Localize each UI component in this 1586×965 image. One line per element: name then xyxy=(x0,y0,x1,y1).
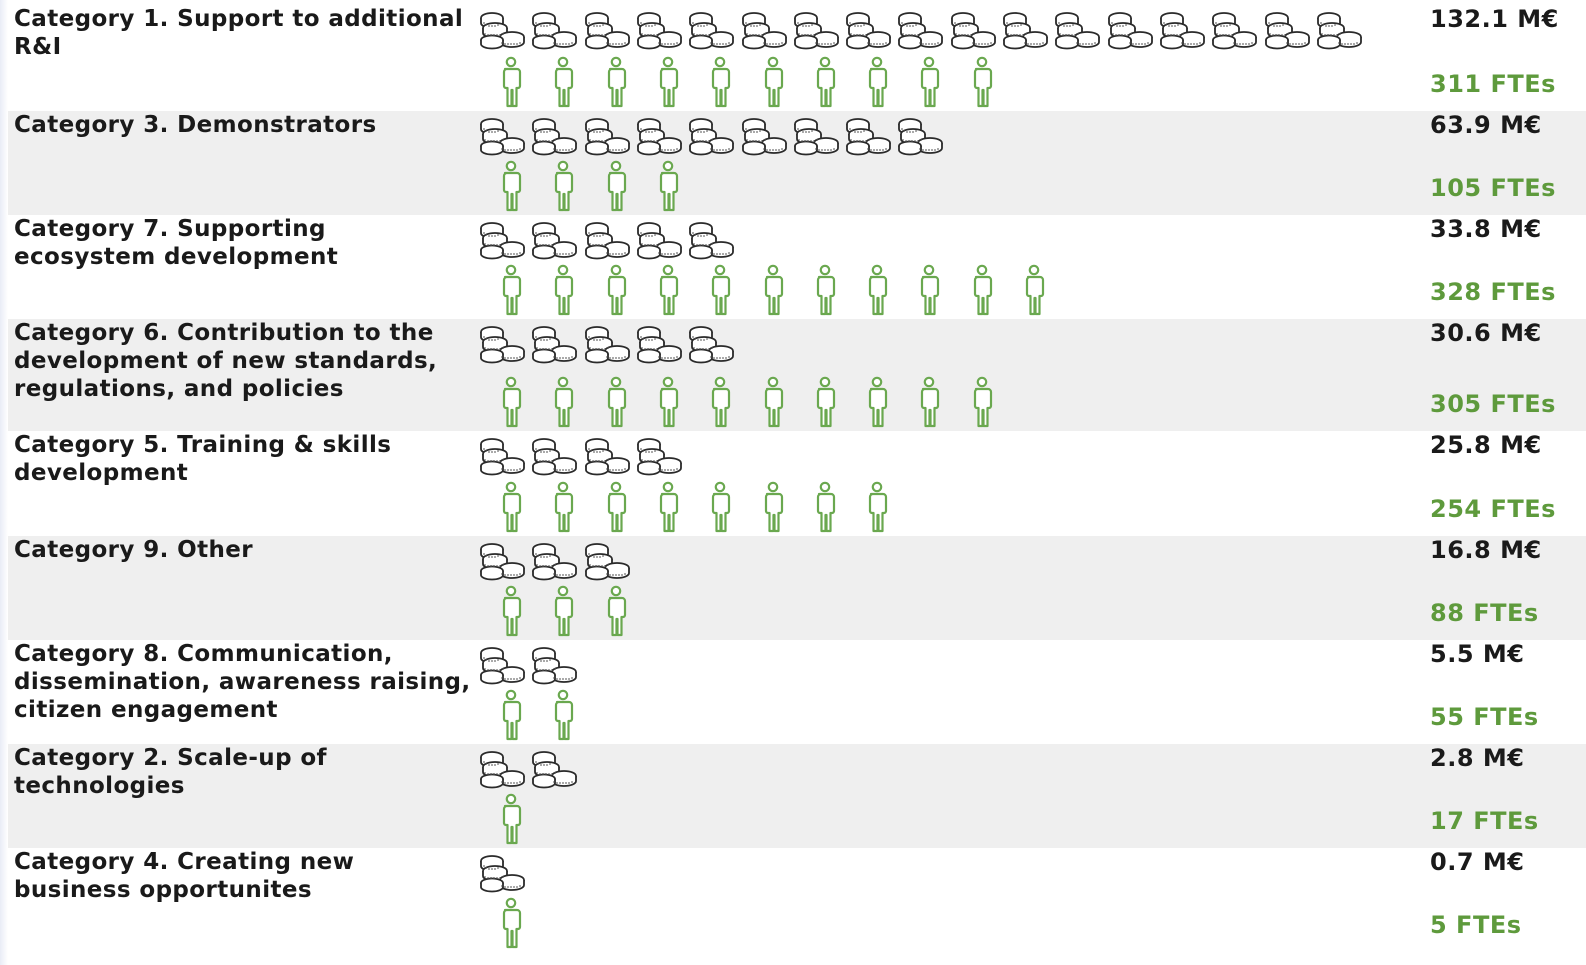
person-icon xyxy=(500,793,522,849)
category-label: Category 8. Communication, dissemination, awareness raising, citizen engagement xyxy=(14,641,471,723)
person-icon xyxy=(1023,264,1045,320)
category-label: Category 1. Support to additional R&I xyxy=(14,6,464,60)
coin-stack-icon xyxy=(583,435,633,481)
fte-value: 5 FTEs xyxy=(1430,911,1522,939)
category-label: Category 7. Supporting ecosystem development xyxy=(14,216,339,270)
coin-stack-icon xyxy=(478,9,528,55)
funding-value: 132.1 M€ xyxy=(1430,5,1559,33)
person-icon xyxy=(605,264,627,320)
person-icon xyxy=(657,56,679,112)
person-icon xyxy=(762,481,784,537)
coin-stack-icon xyxy=(1315,9,1365,55)
funding-value: 33.8 M€ xyxy=(1430,215,1542,243)
person-icon xyxy=(552,264,574,320)
person-icon xyxy=(918,376,940,432)
person-icon xyxy=(814,481,836,537)
person-icon xyxy=(552,160,574,216)
person-icon xyxy=(657,376,679,432)
fte-value: 88 FTEs xyxy=(1430,599,1539,627)
fte-value: 311 FTEs xyxy=(1430,70,1556,98)
coin-stack-icon xyxy=(478,748,528,794)
category-label: Category 9. Other xyxy=(14,537,254,563)
person-icons xyxy=(478,793,1418,849)
coin-stack-icon xyxy=(530,748,580,794)
category-row xyxy=(8,536,1586,640)
coin-stack-icon xyxy=(687,9,737,55)
person-icon xyxy=(552,481,574,537)
funding-value: 0.7 M€ xyxy=(1430,848,1525,876)
left-edge-tint xyxy=(0,0,8,965)
person-icon xyxy=(762,376,784,432)
coin-stack-icon xyxy=(478,540,528,586)
coin-stack-icon xyxy=(896,9,946,55)
person-icons xyxy=(478,160,1418,216)
fte-value: 254 FTEs xyxy=(1430,495,1556,523)
funding-value: 16.8 M€ xyxy=(1430,536,1542,564)
coin-stack-icon xyxy=(530,644,580,690)
person-icons xyxy=(478,585,1418,641)
person-icon xyxy=(552,376,574,432)
coin-stack-icon xyxy=(478,323,528,369)
person-icon xyxy=(552,585,574,641)
funding-value: 25.8 M€ xyxy=(1430,431,1542,459)
person-icon xyxy=(605,56,627,112)
person-icon xyxy=(918,264,940,320)
funding-value: 2.8 M€ xyxy=(1430,744,1525,772)
person-icon xyxy=(762,264,784,320)
person-icons xyxy=(478,689,1418,745)
person-icon xyxy=(866,376,888,432)
coin-stack-icon xyxy=(530,219,580,265)
coin-stack-icon xyxy=(530,9,580,55)
person-icon xyxy=(500,376,522,432)
coin-stack-icon xyxy=(635,323,685,369)
fte-value: 328 FTEs xyxy=(1430,278,1556,306)
category-label: Category 4. Creating new business opportunites xyxy=(14,849,355,903)
category-row xyxy=(8,848,1586,952)
coin-stack-icon xyxy=(478,852,528,898)
person-icon xyxy=(605,481,627,537)
coin-stack-icon xyxy=(1158,9,1208,55)
coin-stack-icon xyxy=(687,323,737,369)
category-label: Category 2. Scale-up of technologies xyxy=(14,745,327,799)
category-label: Category 6. Contribution to the development of new standards, regulations, and policies xyxy=(14,320,438,402)
person-icon xyxy=(657,481,679,537)
coin-stack-icon xyxy=(635,115,685,161)
category-row xyxy=(8,744,1586,848)
person-icon xyxy=(709,481,731,537)
person-icon xyxy=(500,56,522,112)
category-row xyxy=(8,111,1586,215)
coin-stack-icon xyxy=(792,115,842,161)
coin-stack-icon xyxy=(792,9,842,55)
coin-stack-icon xyxy=(740,9,790,55)
funding-value: 5.5 M€ xyxy=(1430,640,1525,668)
person-icon xyxy=(709,56,731,112)
person-icons xyxy=(478,376,1418,432)
person-icon xyxy=(709,376,731,432)
person-icon xyxy=(500,585,522,641)
person-icon xyxy=(500,481,522,537)
fte-value: 105 FTEs xyxy=(1430,174,1556,202)
person-icon xyxy=(500,264,522,320)
person-icon xyxy=(971,264,993,320)
coin-stack-icon xyxy=(844,9,894,55)
coin-stack-icon xyxy=(583,323,633,369)
person-icon xyxy=(709,264,731,320)
coin-stack-icon xyxy=(583,115,633,161)
person-icon xyxy=(552,689,574,745)
coin-stack-icon xyxy=(583,9,633,55)
coin-stack-icon xyxy=(896,115,946,161)
coin-stack-icon xyxy=(687,115,737,161)
person-icon xyxy=(866,481,888,537)
coin-stack-icon xyxy=(530,540,580,586)
coin-stack-icon xyxy=(1053,9,1103,55)
coin-stack-icon xyxy=(1001,9,1051,55)
category-row xyxy=(8,319,1586,431)
person-icon xyxy=(866,56,888,112)
coin-stack-icon xyxy=(635,435,685,481)
coin-stack-icon xyxy=(1263,9,1313,55)
person-icons xyxy=(478,56,1418,112)
coin-stack-icon xyxy=(478,115,528,161)
coin-stack-icon xyxy=(478,435,528,481)
coin-stack-icon xyxy=(949,9,999,55)
category-row xyxy=(8,5,1586,111)
coin-stack-icon xyxy=(478,644,528,690)
person-icon xyxy=(605,160,627,216)
person-icon xyxy=(762,56,784,112)
coin-stack-icon xyxy=(687,219,737,265)
pictograph-chart xyxy=(8,5,1586,952)
person-icon xyxy=(971,56,993,112)
person-icon xyxy=(814,56,836,112)
person-icon xyxy=(605,376,627,432)
person-icon xyxy=(500,689,522,745)
person-icon xyxy=(971,376,993,432)
coin-stack-icon xyxy=(530,115,580,161)
coin-stack-icon xyxy=(740,115,790,161)
funding-value: 30.6 M€ xyxy=(1430,319,1542,347)
category-row xyxy=(8,431,1586,536)
person-icons xyxy=(478,897,1418,953)
person-icon xyxy=(657,264,679,320)
coin-stack-icon xyxy=(635,9,685,55)
funding-icons xyxy=(478,323,1418,379)
coin-stack-icon xyxy=(1106,9,1156,55)
category-label: Category 5. Training & skills development xyxy=(14,432,392,486)
person-icon xyxy=(814,376,836,432)
category-row xyxy=(8,215,1586,319)
fte-value: 17 FTEs xyxy=(1430,807,1539,835)
person-icons xyxy=(478,264,1418,320)
person-icon xyxy=(918,56,940,112)
person-icon xyxy=(866,264,888,320)
coin-stack-icon xyxy=(478,219,528,265)
fte-value: 305 FTEs xyxy=(1430,390,1556,418)
coin-stack-icon xyxy=(635,219,685,265)
person-icon xyxy=(657,160,679,216)
coin-stack-icon xyxy=(583,540,633,586)
coin-stack-icon xyxy=(1210,9,1260,55)
person-icon xyxy=(552,56,574,112)
category-row xyxy=(8,640,1586,744)
fte-value: 55 FTEs xyxy=(1430,703,1539,731)
person-icon xyxy=(814,264,836,320)
coin-stack-icon xyxy=(844,115,894,161)
person-icon xyxy=(500,160,522,216)
person-icon xyxy=(500,897,522,953)
person-icons xyxy=(478,481,1418,537)
coin-stack-icon xyxy=(530,435,580,481)
funding-value: 63.9 M€ xyxy=(1430,111,1542,139)
person-icon xyxy=(605,585,627,641)
coin-stack-icon xyxy=(583,219,633,265)
category-label: Category 3. Demonstrators xyxy=(14,112,377,138)
coin-stack-icon xyxy=(530,323,580,369)
